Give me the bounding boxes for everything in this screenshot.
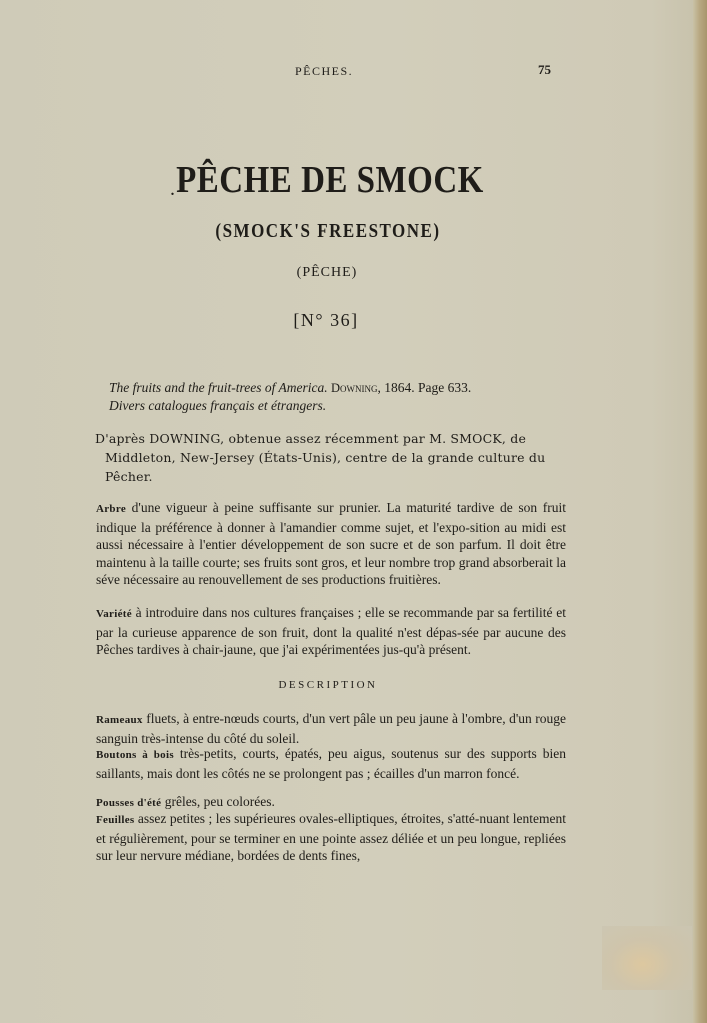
- description-feuilles: [96, 810, 566, 865]
- description-rameaux: [96, 710, 566, 747]
- variety-number: [N° 36]: [293, 310, 359, 330]
- intro-paragraph: [95, 429, 565, 486]
- reference-line: [109, 397, 471, 414]
- description-text: grêles, peu colorées.: [161, 794, 275, 809]
- running-head: PÊCHES.: [295, 64, 354, 78]
- page-edge: [693, 0, 707, 1023]
- paragraph-text: à introduire dans nos cultures françaises ; elle se recommande par sa fertilité et par la curieuse apparence de son fruit, dont la qualité n'est dépas-sée par aucune des Pêches tardives à chair-jaune, que j'ai expérimentées jus-qu'à présent.: [96, 605, 566, 657]
- paragraph-lead: Arbre: [96, 503, 127, 515]
- paragraph-arbre: [96, 499, 566, 589]
- paragraph-text: d'une vigueur à peine suffisante sur prunier. La maturité tardive de son fruit indique la préférence à donner à l'amandier comme sujet, et l'expo-sition au midi est aussi nécessaire à l'entier développement de son sucre et de son parfum. Il doit être maintenu à la taille courte; ses fruits sont gros, et leur nombre trop grand absorberait la séve nécessaire au renouvellement de ses productions fruitières.: [96, 500, 566, 587]
- intro-continuation: Middleton, New-Jersey (États-Unis), centre de la grande culture du Pêcher.: [105, 450, 546, 484]
- description-text: très-petits, courts, épatés, peu aigus, soutenus sur des supports bien saillants, mais dont les côtés ne se prolongent pas ; écailles d'un marron foncé.: [96, 746, 567, 781]
- description-lead: Feuilles: [96, 814, 135, 826]
- page-number: 75: [538, 62, 551, 77]
- reference-author: Downing: [331, 381, 378, 395]
- paragraph-variete: [96, 604, 566, 659]
- title-category: (PÊCHE): [296, 265, 358, 280]
- reference-catalogues: Divers catalogues français et étrangers.: [109, 398, 327, 413]
- page-title: PÊCHE DE SMOCK: [176, 160, 484, 202]
- title-synonym: (SMOCK'S FREESTONE): [215, 219, 441, 242]
- paragraph-lead: Variété: [96, 608, 132, 620]
- reference-line: [109, 379, 471, 397]
- description-lead: Boutons à bois: [96, 749, 174, 761]
- description-text: fluets, à entre-nœuds courts, d'un vert pâle un peu jaune à l'ombre, d'un rouge sanguin très-intense du côté du soleil.: [96, 711, 566, 746]
- description-lead: Rameaux: [96, 714, 143, 726]
- reference-details: , 1864. Page 633.: [377, 380, 472, 395]
- references: [109, 379, 471, 414]
- section-heading-description: DESCRIPTION: [278, 679, 378, 691]
- corner-thumbnail-image: [602, 926, 692, 990]
- reference-title: The fruits and the fruit-trees of America.: [109, 380, 328, 395]
- title-dot: .: [170, 178, 175, 200]
- intro-first-line: D'après DOWNING, obtenue assez récemment par M. SMOCK, de: [95, 431, 527, 446]
- description-boutons: [96, 745, 566, 782]
- description-text: assez petites ; les supérieures ovales-elliptiques, étroites, s'atté-nuant lentement et régulièrement, pour se terminer en une pointe assez déliée et un peu longue, repliées sur leur nervure médiane, bordées de dents fines,: [96, 811, 566, 863]
- description-lead: Pousses d'été: [96, 797, 162, 809]
